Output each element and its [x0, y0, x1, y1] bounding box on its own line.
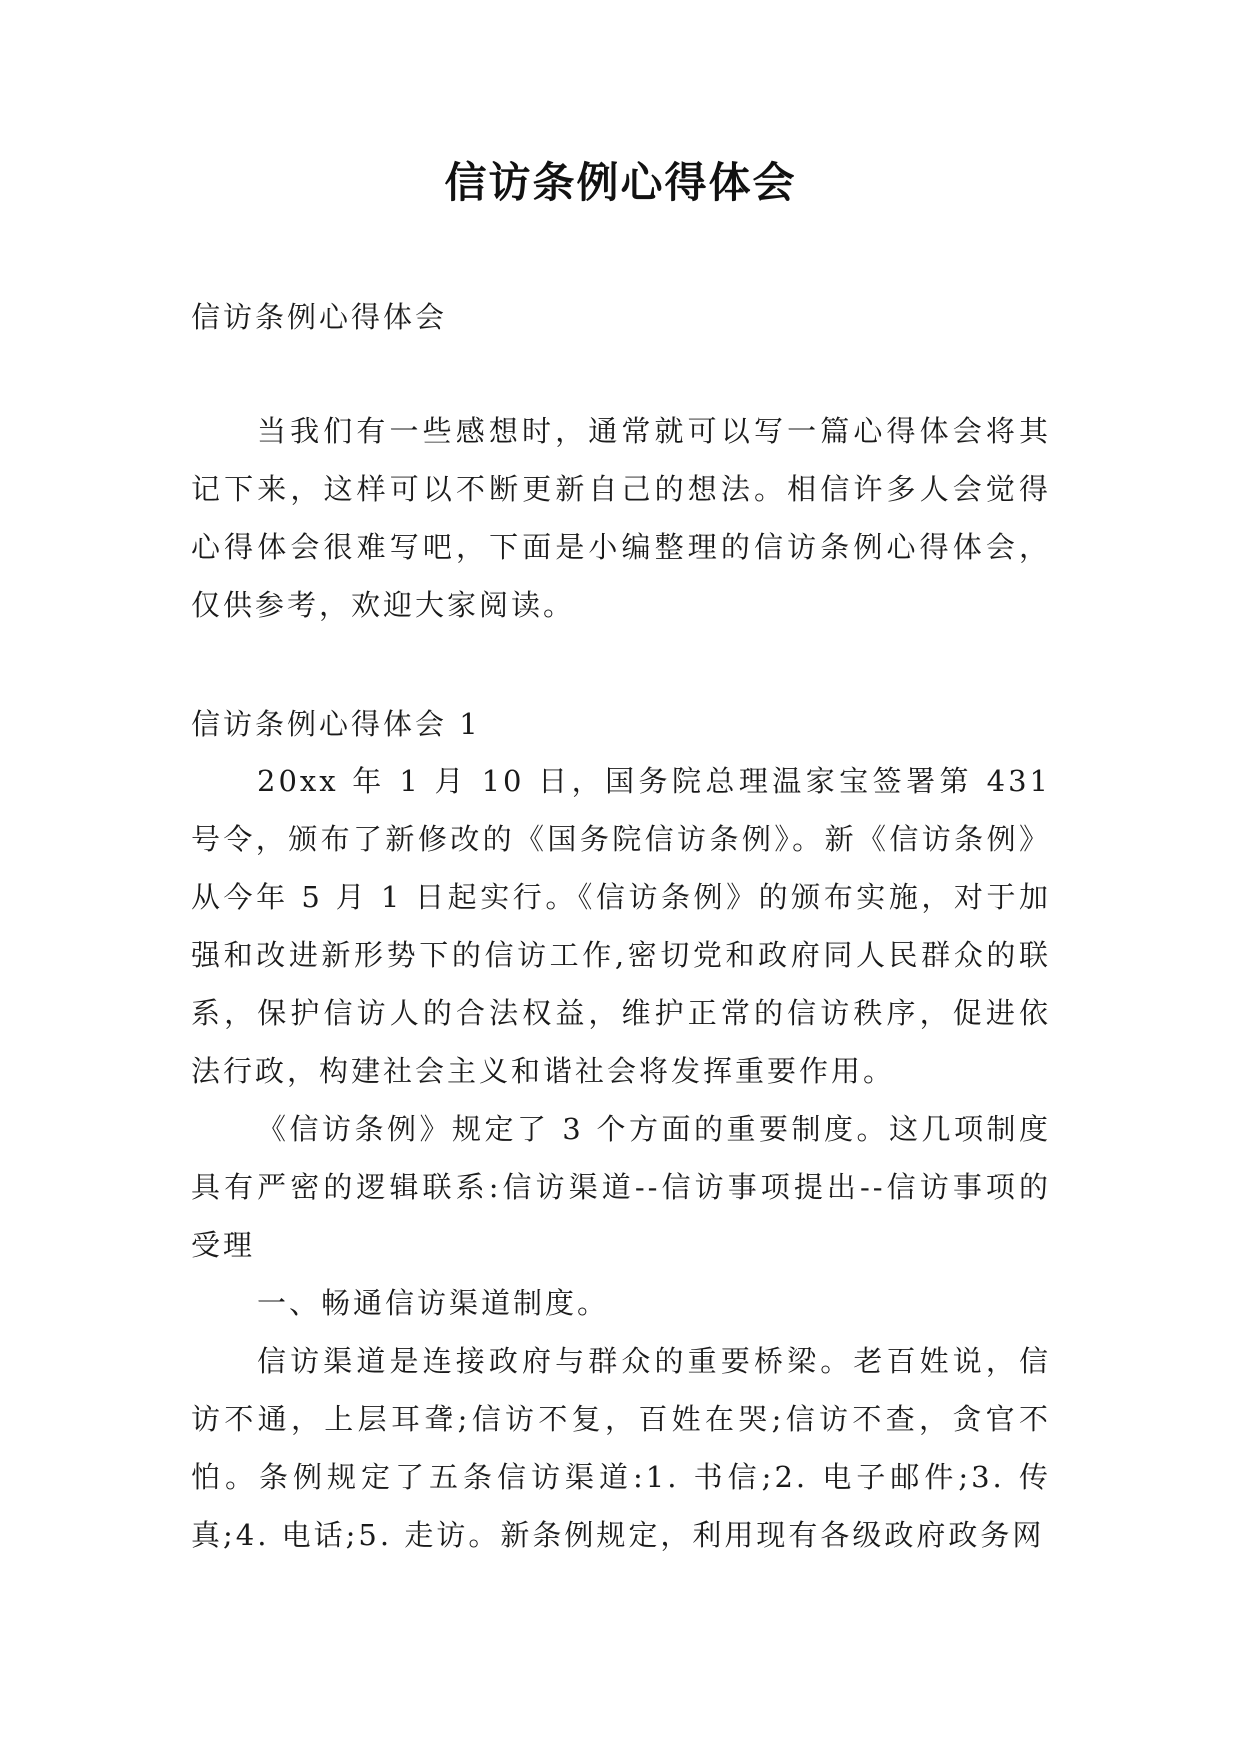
- article-body: [191, 752, 1051, 1564]
- article-paragraph: 20xx 年 1 月 10 日，国务院总理温家宝签署第 431 号令，颁布了新修改的《国务院信访条例》。新《信访条例》从今年 5 月 1 日起实行。《信访条例》的颁布实施，对于加强和改进新形势下的信访工作,密切党和政府同人民群众的联系，保护信访人的合法权益，维护正常的信访秩序，促进依法行政，构建社会主义和谐社会将发挥重要作用。: [191, 764, 1051, 1088]
- article-paragraph: 《信访条例》规定了 3 个方面的重要制度。这几项制度具有严密的逻辑联系:信访渠道--信访事项提出--信访事项的受理: [191, 1112, 1051, 1262]
- document-subtitle: 信访条例心得体会: [191, 300, 448, 334]
- article-paragraph: 信访渠道是连接政府与群众的重要桥梁。老百姓说，信访不通，上层耳聋;信访不复，百姓在哭;信访不查，贪官不怕。条例规定了五条信访渠道:1. 书信;2. 电子邮件;3. 传真;4. 电话;5. 走访。新条例规定，利用现有各级政府政务网: [191, 1344, 1051, 1552]
- document-title: 信访条例心得体会: [444, 158, 797, 207]
- intro-paragraph: 当我们有一些感想时，通常就可以写一篇心得体会将其记下来，这样可以不断更新自己的想法。相信许多人会觉得心得体会很难写吧，下面是小编整理的信访条例心得体会，仅供参考，欢迎大家阅读。: [191, 414, 1051, 622]
- article-paragraph: 一、畅通信访渠道制度。: [257, 1286, 610, 1320]
- section-heading: 信访条例心得体会 1: [191, 707, 481, 741]
